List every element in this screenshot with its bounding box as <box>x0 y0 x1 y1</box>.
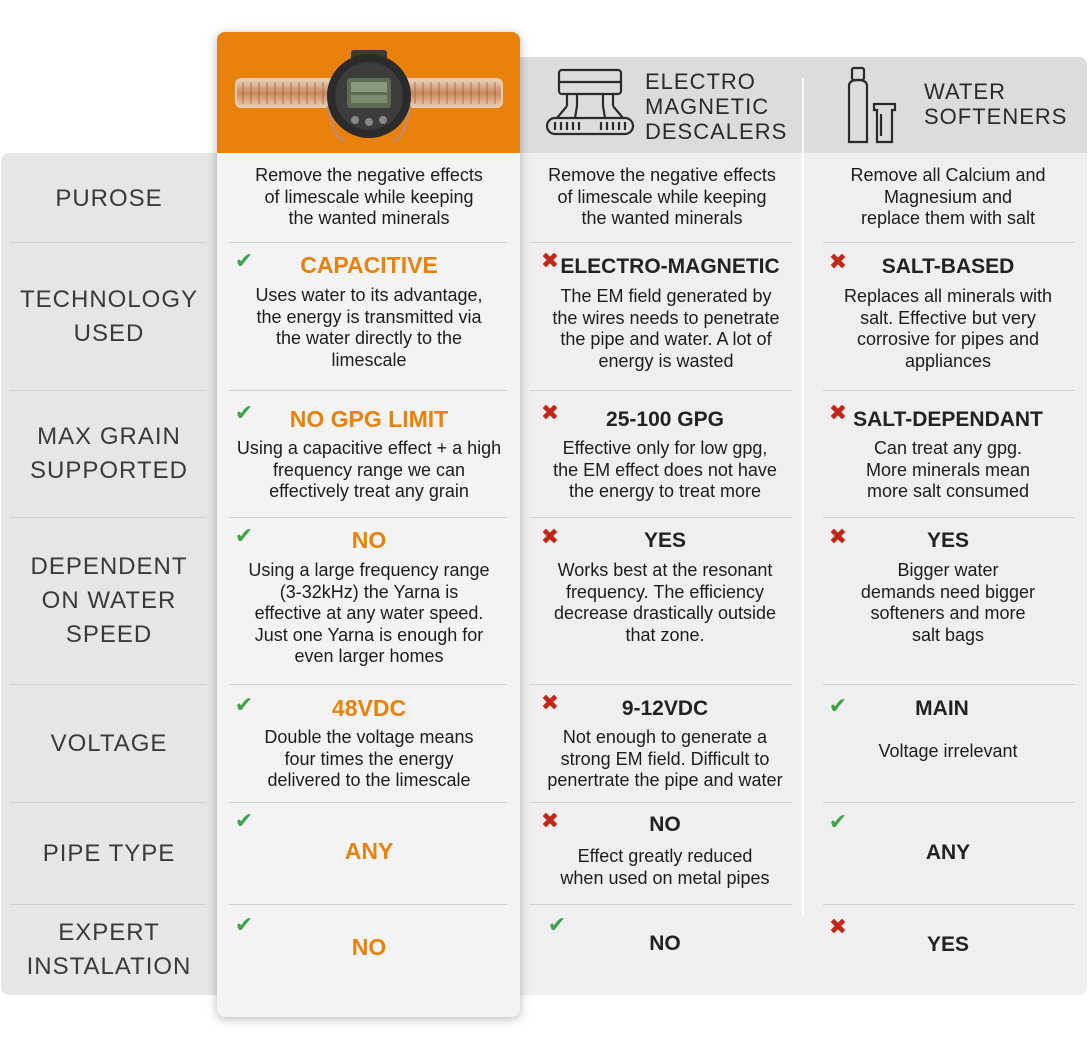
column-title-electromagnetic: ELECTRO MAGNETIC DESCALERS <box>645 69 788 144</box>
cell-pipe-type-softener: ANY <box>925 841 971 864</box>
cross-icon: ✖ <box>828 249 848 274</box>
row-separator <box>229 802 507 803</box>
row-separator <box>823 684 1075 685</box>
cell-expert-installation-featured: NO <box>351 934 387 960</box>
cross-icon: ✖ <box>828 914 848 939</box>
row-separator <box>229 904 507 905</box>
row-separator <box>530 390 792 391</box>
cell-purpose-featured: Remove the negative effects of limescale while keeping the wanted minerals <box>255 165 483 228</box>
row-label-pipe-type: PIPE TYPE <box>42 839 176 867</box>
row-label-expert-installation: EXPERT INSTALATION <box>26 919 192 980</box>
descaler-device-icon <box>233 46 505 146</box>
row-separator <box>229 390 507 391</box>
cell-technology-electromagnetic: ELECTRO-MAGNETIC The EM field generated by the wires needs to penetrate the pipe and water. A lot of energy is wasted <box>552 255 780 371</box>
cell-max-grain-electromagnetic: 25-100 GPG Effective only for low gpg, the EM effect does not have the energy to treat more <box>553 408 777 501</box>
cross-icon: ✖ <box>540 808 560 833</box>
row-separator <box>530 802 792 803</box>
check-icon: ✔ <box>828 693 848 718</box>
cell-water-speed-softener: YES Bigger water demands need bigger softeners and more salt bags <box>860 529 1036 645</box>
row-label-max-grain: MAX GRAIN SUPPORTED <box>30 423 188 484</box>
cell-water-speed-electromagnetic: YES Works best at the resonant frequency. The efficiency decrease drastically outside that zone. <box>553 529 777 645</box>
row-label-technology: TECHNOLOGY USED <box>19 285 199 347</box>
check-icon: ✔ <box>234 692 254 717</box>
cell-voltage-softener: MAIN Voltage irrelevant <box>878 697 1018 761</box>
cell-expert-installation-softener: YES <box>926 933 970 956</box>
check-icon: ✔ <box>234 248 254 273</box>
water-softener-icon <box>843 66 899 146</box>
row-label-purpose: PUROSE <box>55 184 163 212</box>
row-separator <box>530 242 792 243</box>
cell-purpose-softener: Remove all Calcium and Magnesium and replace them with salt <box>850 165 1046 228</box>
cell-technology-featured: CAPACITIVE Uses water to its advantage, the energy is transmitted via the water directly to the limescale <box>255 252 483 370</box>
cell-technology-softener: SALT-BASED Replaces all minerals with salt. Effective but very corrosive for pipes and appliances <box>843 255 1053 371</box>
cross-icon: ✖ <box>540 248 560 273</box>
row-label-voltage: VOLTAGE <box>50 729 168 757</box>
row-separator <box>229 684 507 685</box>
row-separator <box>823 517 1075 518</box>
cross-icon: ✖ <box>828 400 848 425</box>
row-separator <box>530 517 792 518</box>
electromagnetic-descaler-icon <box>545 66 635 142</box>
column-title-water-softeners: WATER SOFTENERS <box>924 79 1068 129</box>
check-icon: ✔ <box>234 400 254 425</box>
row-separator <box>530 684 792 685</box>
cell-purpose-electromagnetic: Remove the negative effects of limescale while keeping the wanted minerals <box>548 165 776 228</box>
row-separator <box>229 242 507 243</box>
cell-pipe-type-featured: ANY <box>344 838 394 864</box>
cell-max-grain-featured: NO GPG LIMIT Using a capacitive effect + a high frequency range we can effectively treat any grain <box>236 406 502 501</box>
check-icon: ✔ <box>234 912 254 937</box>
row-separator <box>823 802 1075 803</box>
check-icon: ✔ <box>234 523 254 548</box>
row-separator <box>823 904 1075 905</box>
cross-icon: ✖ <box>540 524 560 549</box>
cross-icon: ✖ <box>540 690 560 715</box>
check-icon: ✔ <box>234 808 254 833</box>
cross-icon: ✖ <box>540 400 560 425</box>
row-separator <box>823 390 1075 391</box>
cell-pipe-type-electromagnetic: NO Effect greatly reduced when used on metal pipes <box>560 813 770 888</box>
cell-water-speed-featured: NO Using a large frequency range (3-32kHz) the Yarna is effective at any water speed. Just one Yarna is enough for even larger homes <box>248 527 490 666</box>
row-label-water-speed: DEPENDENT ON WATER SPEED <box>30 553 188 648</box>
row-separator <box>229 517 507 518</box>
cell-voltage-electromagnetic: 9-12VDC Not enough to generate a strong EM field. Difficult to penertrate the pipe and water <box>547 697 783 790</box>
check-icon: ✔ <box>547 912 567 937</box>
cross-icon: ✖ <box>828 524 848 549</box>
cell-expert-installation-electromagnetic: NO <box>649 932 681 955</box>
cell-max-grain-softener: SALT-DEPENDANT Can treat any gpg. More minerals mean more salt consumed <box>853 408 1043 501</box>
row-separator <box>823 242 1075 243</box>
check-icon: ✔ <box>828 809 848 834</box>
cell-voltage-featured: 48VDC Double the voltage means four times the energy delivered to the limescale <box>264 695 474 790</box>
row-separator <box>530 904 792 905</box>
